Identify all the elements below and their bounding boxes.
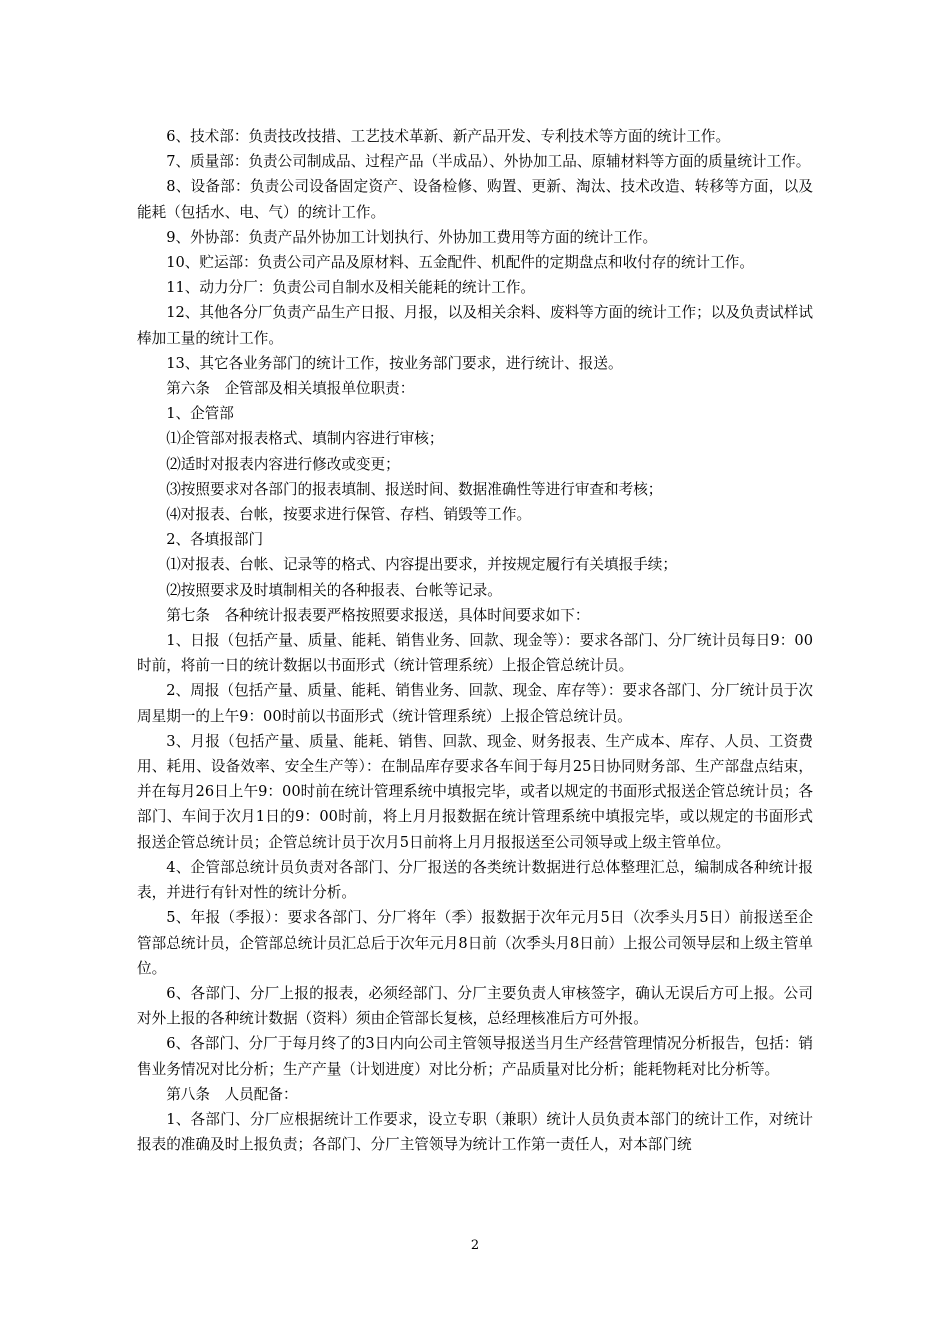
paragraph-quality-dept: 7、质量部：负责公司制成品、过程产品（半成品）、外协加工品、原辅材料等方面的质量统计工作。 (166, 153, 811, 171)
paragraph-equipment-dept: 8、设备部：负责公司设备固定资产、设备检修、购置、更新、淘汰、技术改造、转移等方面，以及能耗（包括水、电、气）的统计工作。 (137, 178, 813, 221)
list-item-requirements: ⑴对报表、台帐、记录等的格式、内容提出要求，并按规定履行有关填报手续； (166, 556, 677, 574)
paragraph-monthly-report: 3、月报（包括产量、质量、能耗、销售、回款、现金、财务报表、生产成本、库存、人员、工资费用、耗用、设备效率、安全生产等）：在制品库存要求各车间于每月25日协同财务部、生产部盘点结束，并在每月26日上午9：00时前在统计管理系统中填报完毕，或者以规定的书面形式报送企管总统计员；各部门、车间于次月1日的9：00时前，将上月月报数据在统计管理系统中填报完毕，或以规定的书面形式报送企管总统计员；企管总统计员于次月5日前将上月月报报送至公司领导或上级主管单位。 (137, 732, 813, 851)
paragraph-storage-dept: 10、贮运部：负责公司产品及原材料、五金配件、机配件的定期盘点和收付存的统计工作。 (166, 254, 754, 272)
subheading-enterprise-mgmt: 1、企管部 (166, 405, 234, 423)
list-item-modify: ⑵适时对报表内容进行修改或变更； (166, 455, 400, 473)
paragraph-annual-report: 5、年报（季报）：要求各部门、分厂将年（季）报数据于次年元月5日（次季头月5日）前报送至企管部总统计员，企管部总统计员汇总后于次年元月8日前（次季头月8日前）上报公司领导层和上级主管单位。 (137, 909, 813, 977)
paragraph-other-depts: 13、其它各业务部门的统计工作，按业务部门要求，进行统计、报送。 (166, 354, 623, 372)
paragraph-summary: 4、企管部总统计员负责对各部门、分厂报送的各类统计数据进行总体整理汇总，编制成各种统计报表，并进行有针对性的统计分析。 (137, 858, 813, 902)
list-item-archive: ⑷对报表、台帐，按要求进行保管、存档、销毁等工作。 (166, 506, 532, 524)
article-6-heading: 第六条 企管部及相关填报单位职责： (166, 380, 415, 398)
paragraph-power-branch: 11、动力分厂：负责公司自制水及相关能耗的统计工作。 (166, 279, 536, 297)
list-item-timely-fill: ⑵按照要求及时填制相关的各种报表、台帐等记录。 (166, 581, 502, 599)
list-item-audit: ⑶按照要求对各部门的报表填制、报送时间、数据准确性等进行审查和考核； (166, 480, 663, 498)
paragraph-staffing: 1、各部门、分厂应根据统计工作要求，设立专职（兼职）统计人员负责本部门的统计工作，对统计报表的准确及时上报负责；各部门、分厂主管领导为统计工作第一责任人，对本部门统 (137, 1110, 813, 1154)
paragraph-daily-report: 1、日报（包括产量、质量、能耗、销售业务、回款、现金等）：要求各部门、分厂统计员每日9：00时前，将前一日的统计数据以书面形式（统计管理系统）上报企管总统计员。 (137, 632, 813, 675)
subheading-reporting-depts: 2、各填报部门 (166, 531, 264, 549)
paragraph-other-branches: 12、其他各分厂负责产品生产日报、月报，以及相关余料、废料等方面的统计工作；以及负责试样试棒加工量的统计工作。 (137, 304, 813, 347)
paragraph-signoff: 6、各部门、分厂上报的报表，必须经部门、分厂主要负责人审核签字，确认无误后方可上报。公司对外上报的各种统计数据（资料）须由企管部长复核，总经理核准后方可外报。 (137, 984, 813, 1028)
list-item-review: ⑴企管部对报表格式、填制内容进行审核； (166, 430, 444, 448)
paragraph-weekly-report: 2、周报（包括产量、质量、能耗、销售业务、回款、现金、库存等）：要求各部门、分厂统计员于次周星期一的上午9：00时前以书面形式（统计管理系统）上报企管总统计员。 (137, 682, 813, 725)
paragraph-analysis-report: 6、各部门、分厂于每月终了的3日内向公司主管领导报送当月生产经营管理情况分析报告，包括：销售业务情况对比分析；生产产量（计划进度）对比分析；产品质量对比分析；能耗物耗对比分析等。 (137, 1035, 813, 1078)
page-number: 2 (470, 1238, 480, 1253)
paragraph-tech-dept: 6、技术部：负责技改技措、工艺技术革新、新产品开发、专利技术等方面的统计工作。 (166, 128, 731, 145)
article-7-heading: 第七条 各种统计报表要严格按照要求报送，具体时间要求如下： (166, 606, 590, 624)
paragraph-outsourcing-dept: 9、外协部：负责产品外协加工计划执行、外协加工费用等方面的统计工作。 (166, 228, 658, 246)
document-body (137, 124, 813, 1157)
article-8-heading: 第八条 人员配备： (166, 1085, 298, 1103)
